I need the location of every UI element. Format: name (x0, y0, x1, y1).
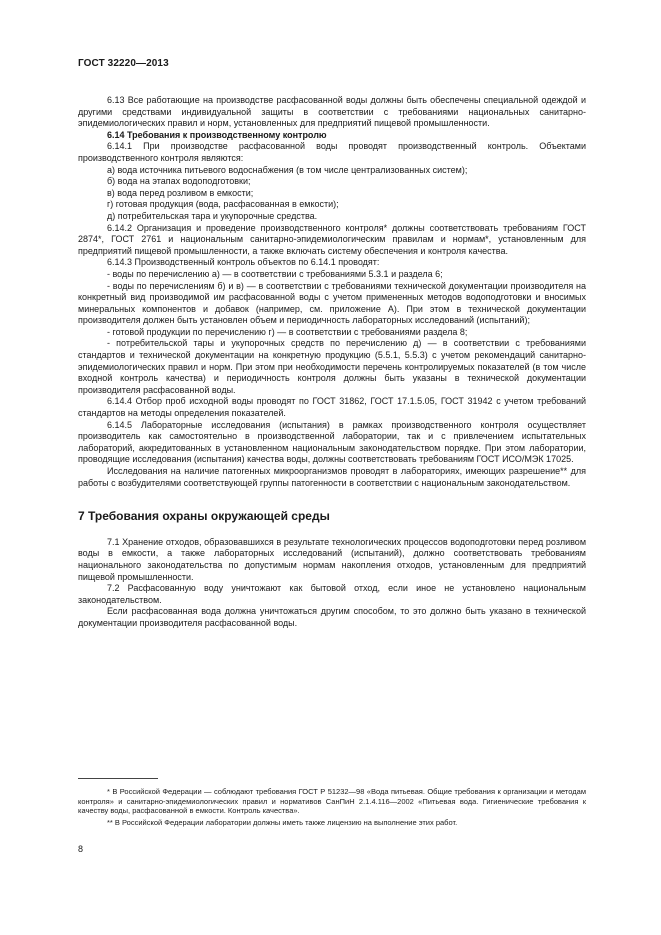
clause-6-14-3-c: - готовой продукции по перечислению г) — в соответствии с требованиями раздела 8; (107, 326, 468, 337)
clause-6-14-5: 6.14.5 Лабораторные исследования (испытания) в рамках производственного контроля осуществляет производитель как самостоятельно в производственной лаборатории, так и с привлечением испытательных лабораторий, аккредитованных в установленном национальным законодательством порядке. При этом лаборатории, проводящие исследования (испытания) качества воды, должны соответствовать требованиям ГОСТ ИСО/МЭК 17025. (78, 419, 586, 465)
page-number: 8 (78, 844, 84, 854)
clause-6-14-1: 6.14.1 При производстве расфасованной воды проводят производственный контроль. Объектами производственного контроля являются: (78, 141, 586, 163)
document-body (78, 95, 586, 630)
clause-6-14-4: 6.14.4 Отбор проб исходной воды проводят по ГОСТ 31862, ГОСТ 17.1.5.05, ГОСТ 31942 с учетом требований стандартов на методы определения показателей. (78, 396, 586, 419)
list-item: а) вода источника питьевого водоснабжения (в том числе централизованных систем); (107, 164, 468, 175)
footnotes (78, 778, 586, 829)
clause-7-1: 7.1 Хранение отходов, образовавшихся в результате технологических процессов водоподготовки перед розливом воды в емкости, а также лабораторных исследований (испытаний), должно соответствовать требованиям национального законодательства по допустимым нормам накопления отходов, установленным для предприятий пищевой промышленности. (78, 536, 586, 582)
clause-7-2-cont: Если расфасованная вода должна уничтожаться другим способом, то это должно быть указано в технической документации производителя расфасованной воды. (78, 606, 586, 628)
section-7-title: 7 Требования охраны окружающей среды (78, 509, 330, 524)
clause-7-2: 7.2 Расфасованную воду уничтожают как бытовой отход, если иное не установлено национальным законодательством. (78, 583, 586, 605)
list-item: б) вода на этапах водоподготовки; (107, 176, 251, 187)
footnote-1: * В Российской Федерации — соблюдают требования ГОСТ Р 51232—98 «Вода питьевая. Общие требования к организации и методам контроля» и санитарно-эпидемиологических правил и нормативов СанПиН 2.1.4.116—2002 «Питьевая вода. Гигиенические требования к качеству воды, расфасованной в емкости. Контроль качества». (78, 787, 586, 816)
clause-6-14-3-d: - потребительской тары и укупорочных средств по перечислению д) — в соответствии с требованиями стандартов и технической документации на конкретную продукцию (5.5.1, 5.5.3) с учетом рекомендаций санитарно-эпидемиологических правил и норм. При этом при необходимости перечень контролируемых показателей (в том числе входной контроль качества) и периодичность контроля должны быть указаны в технической документации производителя расфасованной воды. (78, 338, 586, 395)
list-item: д) потребительская тара и укупорочные средства. (107, 210, 318, 221)
clause-6-14-2: 6.14.2 Организация и проведение производственного контроля* должны соответствовать требованиям ГОСТ 2874*, ГОСТ 2761 и национальным санитарно-эпидемиологическим правилам и нормам*, установленным для предприятий пищевой промышленности, а также включать систему обеспечения и контроля качества. (78, 222, 586, 256)
clause-6-14-title: 6.14 Требования к производственному контролю (107, 129, 327, 140)
list-item: в) вода перед розливом в емкости; (107, 187, 254, 198)
list-item: г) готовая продукция (вода, расфасованная в емкости); (107, 199, 339, 210)
clause-6-13: 6.13 Все работающие на производстве расфасованной воды должны быть обеспечены специальной одеждой и другими средствами индивидуальной защиты в соответствии с требованиями национальных санитарно-эпидемиологических правил и норм, установленных для предприятий пищевой промышленности. (78, 95, 586, 129)
footnote-divider (78, 778, 158, 779)
standard-header: ГОСТ 32220—2013 (78, 58, 169, 69)
clause-6-14-3: 6.14.3 Производственный контроль объектов по 6.14.1 проводят: (107, 257, 380, 268)
clause-6-14-3-b: - воды по перечислениям б) и в) — в соответствии с требованиями технической документации производителя на конкретный вид производимой им расфасованной воды с учетом примененных методов водоподготовки и вносимых минеральных компонентов и добавок (например, см. приложение А). При этом в технической документации производителя должен быть установлен объем и периодичность лабораторных исследований (испытаний); (78, 280, 586, 326)
document-page (78, 58, 586, 630)
clause-6-14-5-cont: Исследования на наличие патогенных микроорганизмов проводят в лабораториях, имеющих разрешение** для работы с возбудителями соответствующей группы патогенности в соответствии с национальным законодательством. (78, 466, 586, 488)
footnote-2: ** В Российской Федерации лаборатории должны иметь также лицензию на выполнение этих работ. (107, 817, 458, 827)
clause-6-14-3-a: - воды по перечислению а) — в соответствии с требованиями 5.3.1 и раздела 6; (107, 268, 443, 279)
